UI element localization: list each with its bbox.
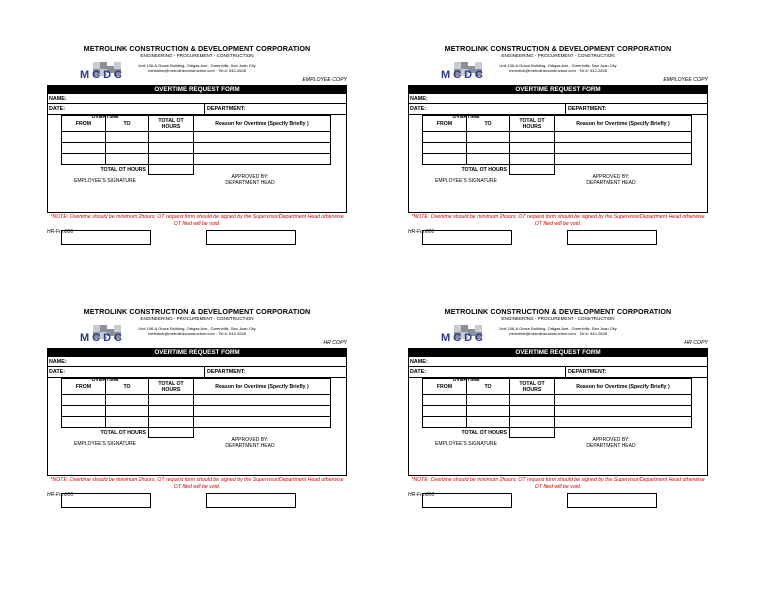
date-label[interactable]: DATE: — [410, 369, 427, 375]
overtime-header: OVERTIME — [452, 377, 480, 383]
table-row[interactable] — [62, 406, 331, 417]
employee-signature-box[interactable] — [422, 230, 512, 245]
overtime-header: OVERTIME — [452, 114, 480, 120]
overtime-note: *NOTE: Overtime should be minimum 2hours; OT request form should be signed by the Supervisor/Department Head otherwise OT filed will be void. — [411, 477, 705, 490]
total-ot-hours-label: TOTAL OT HOURS — [423, 428, 510, 438]
overtime-section — [47, 115, 347, 213]
overtime-header: OVERTIME — [91, 114, 119, 120]
department-head-signature-box[interactable] — [567, 230, 657, 245]
svg-text:MCDC: MCDC — [80, 69, 125, 80]
employee-signature-label: EMPLOYEE'S SIGNATURE — [74, 441, 136, 447]
from-header: OVERTIME FROM — [423, 379, 467, 395]
form-code: HR-Frm006 — [408, 492, 435, 498]
company-subtitle: ENGINEERING - PROCUREMENT - CONSTRUCTION — [140, 53, 254, 58]
department-head-signature-box[interactable] — [567, 493, 657, 508]
reason-header: Reason for Overtime (Specify Briefly ) — [555, 116, 692, 132]
total-ot-hours-cell[interactable] — [510, 165, 555, 175]
department-head-label: DEPARTMENT HEAD — [225, 180, 275, 186]
form-title: OVERTIME REQUEST FORM — [408, 85, 708, 94]
copy-label: HR COPY — [323, 340, 347, 346]
date-label[interactable]: DATE: — [49, 106, 66, 112]
table-row[interactable] — [423, 154, 692, 165]
overtime-request-form-2 — [408, 44, 708, 244]
total-ot-hours-header: TOTAL OT HOURS — [510, 116, 555, 132]
total-ot-hours-label: TOTAL OT HOURS — [423, 165, 510, 175]
to-header: TO — [106, 116, 149, 132]
company-name: METROLINK CONSTRUCTION & DEVELOPMENT CORPORATION — [83, 44, 311, 53]
from-header: OVERTIME FROM — [423, 116, 467, 132]
form-code: HR-Frm006 — [408, 229, 435, 235]
copy-label: HR COPY — [684, 340, 708, 346]
table-row[interactable] — [423, 132, 692, 143]
company-address-block — [408, 326, 708, 336]
total-ot-hours-cell[interactable] — [149, 165, 194, 175]
svg-text:MCDC: MCDC — [80, 332, 125, 343]
name-field[interactable] — [408, 357, 708, 367]
reason-header: Reason for Overtime (Specify Briefly ) — [194, 116, 331, 132]
svg-text:MCDC: MCDC — [441, 69, 486, 80]
form-code: HR-Frm006 — [47, 229, 74, 235]
company-contact: metrolink@metrolinkconstruction.com · Tel #: 942-2628 — [148, 68, 246, 73]
table-row[interactable] — [62, 143, 331, 154]
company-name: METROLINK CONSTRUCTION & DEVELOPMENT CORPORATION — [444, 307, 672, 316]
form-title: OVERTIME REQUEST FORM — [47, 348, 347, 357]
total-ot-hours-label: TOTAL OT HOURS — [62, 165, 149, 175]
total-ot-hours-header: TOTAL OT HOURS — [149, 116, 194, 132]
to-header: TO — [467, 116, 510, 132]
form-code: HR-Frm006 — [47, 492, 74, 498]
form-title: OVERTIME REQUEST FORM — [47, 85, 347, 94]
employee-signature-label: EMPLOYEE'S SIGNATURE — [435, 178, 497, 184]
department-head-signature-box[interactable] — [206, 493, 296, 508]
approved-by-label: APPROVED BY: — [231, 437, 269, 443]
department-label[interactable]: DEPARTMENT: — [565, 104, 606, 114]
approved-by-block — [195, 174, 305, 186]
approved-by-label: APPROVED BY: — [592, 174, 630, 180]
company-address: Unit 106-A Grace Building, Ortigas Ave., Greenhills, San Juan City — [138, 326, 256, 331]
table-row[interactable] — [423, 143, 692, 154]
overtime-note: *NOTE: Overtime should be minimum 2hours; OT request form should be signed by the Supervisor/Department Head otherwise OT filed will be void. — [50, 477, 344, 490]
department-head-label: DEPARTMENT HEAD — [586, 180, 636, 186]
name-field[interactable] — [47, 94, 347, 104]
table-row[interactable] — [423, 406, 692, 417]
total-ot-hours-header: TOTAL OT HOURS — [510, 379, 555, 395]
overtime-table — [61, 115, 331, 175]
employee-signature-box[interactable] — [422, 493, 512, 508]
total-ot-hours-label: TOTAL OT HOURS — [62, 428, 149, 438]
from-header: OVERTIME FROM — [62, 379, 106, 395]
company-header — [408, 307, 708, 347]
company-address-block — [47, 326, 347, 336]
department-label[interactable]: DEPARTMENT: — [565, 367, 606, 377]
company-address-block — [408, 63, 708, 73]
table-row[interactable] — [423, 417, 692, 428]
table-row[interactable] — [62, 417, 331, 428]
overtime-table — [422, 378, 692, 438]
total-ot-hours-header: TOTAL OT HOURS — [149, 379, 194, 395]
overtime-note: *NOTE: Overtime should be minimum 2hours; OT request form should be signed by the Supervisor/Department Head otherwise OT filed will be void. — [50, 214, 344, 227]
company-subtitle: ENGINEERING - PROCUREMENT - CONSTRUCTION — [140, 316, 254, 321]
name-label: NAME: — [49, 96, 67, 102]
company-name: METROLINK CONSTRUCTION & DEVELOPMENT CORPORATION — [83, 307, 311, 316]
table-row[interactable] — [62, 154, 331, 165]
company-header — [47, 307, 347, 347]
name-label: NAME: — [49, 359, 67, 365]
table-row[interactable] — [62, 132, 331, 143]
company-header — [408, 44, 708, 84]
date-label[interactable]: DATE: — [49, 369, 66, 375]
company-contact: metrolink@metrolinkconstruction.com · Tel #: 942-2628 — [509, 331, 607, 336]
company-subtitle: ENGINEERING - PROCUREMENT - CONSTRUCTION — [501, 53, 615, 58]
department-label[interactable]: DEPARTMENT: — [204, 367, 245, 377]
overtime-header: OVERTIME — [91, 377, 119, 383]
name-field[interactable] — [408, 94, 708, 104]
company-header — [47, 44, 347, 84]
overtime-request-form-4 — [408, 307, 708, 507]
overtime-request-form-3 — [47, 307, 347, 507]
copy-label: EMPLOYEE COPY — [663, 77, 708, 83]
overtime-request-form-1 — [47, 44, 347, 244]
date-label[interactable]: DATE: — [410, 106, 427, 112]
company-address: Unit 106-A Grace Building, Ortigas Ave., Greenhills, San Juan City — [499, 63, 617, 68]
company-address: Unit 106-A Grace Building, Ortigas Ave., Greenhills, San Juan City — [499, 326, 617, 331]
company-address: Unit 106-A Grace Building, Ortigas Ave., Greenhills, San Juan City — [138, 63, 256, 68]
name-label: NAME: — [410, 96, 428, 102]
overtime-table — [422, 115, 692, 175]
company-address-block — [47, 63, 347, 73]
employee-signature-box[interactable] — [61, 230, 151, 245]
total-ot-hours-cell[interactable] — [510, 428, 555, 438]
from-header: OVERTIME FROM — [62, 116, 106, 132]
to-header: TO — [106, 379, 149, 395]
overtime-note: *NOTE: Overtime should be minimum 2hours; OT request form should be signed by the Supervisor/Department Head otherwise OT filed will be void. — [411, 214, 705, 227]
to-header: TO — [467, 379, 510, 395]
total-ot-hours-cell[interactable] — [149, 428, 194, 438]
copy-label: EMPLOYEE COPY — [302, 77, 347, 83]
department-label[interactable]: DEPARTMENT: — [204, 104, 245, 114]
department-head-label: DEPARTMENT HEAD — [586, 443, 636, 449]
overtime-section — [408, 115, 708, 213]
approved-by-block — [195, 437, 305, 449]
company-contact: metrolink@metrolinkconstruction.com · Tel #: 942-2628 — [509, 68, 607, 73]
company-name: METROLINK CONSTRUCTION & DEVELOPMENT CORPORATION — [444, 44, 672, 53]
company-subtitle: ENGINEERING - PROCUREMENT - CONSTRUCTION — [501, 316, 615, 321]
overtime-section — [408, 378, 708, 476]
name-field[interactable] — [47, 357, 347, 367]
department-head-signature-box[interactable] — [206, 230, 296, 245]
approved-by-block — [556, 437, 666, 449]
table-row[interactable] — [62, 395, 331, 406]
overtime-section — [47, 378, 347, 476]
reason-header: Reason for Overtime (Specify Briefly ) — [194, 379, 331, 395]
approved-by-label: APPROVED BY: — [592, 437, 630, 443]
employee-signature-label: EMPLOYEE'S SIGNATURE — [435, 441, 497, 447]
company-contact: metrolink@metrolinkconstruction.com · Tel #: 942-2628 — [148, 331, 246, 336]
table-row[interactable] — [423, 395, 692, 406]
approved-by-label: APPROVED BY: — [231, 174, 269, 180]
name-label: NAME: — [410, 359, 428, 365]
department-head-label: DEPARTMENT HEAD — [225, 443, 275, 449]
svg-text:MCDC: MCDC — [441, 332, 486, 343]
form-title: OVERTIME REQUEST FORM — [408, 348, 708, 357]
overtime-table — [61, 378, 331, 438]
approved-by-block — [556, 174, 666, 186]
employee-signature-box[interactable] — [61, 493, 151, 508]
employee-signature-label: EMPLOYEE'S SIGNATURE — [74, 178, 136, 184]
reason-header: Reason for Overtime (Specify Briefly ) — [555, 379, 692, 395]
